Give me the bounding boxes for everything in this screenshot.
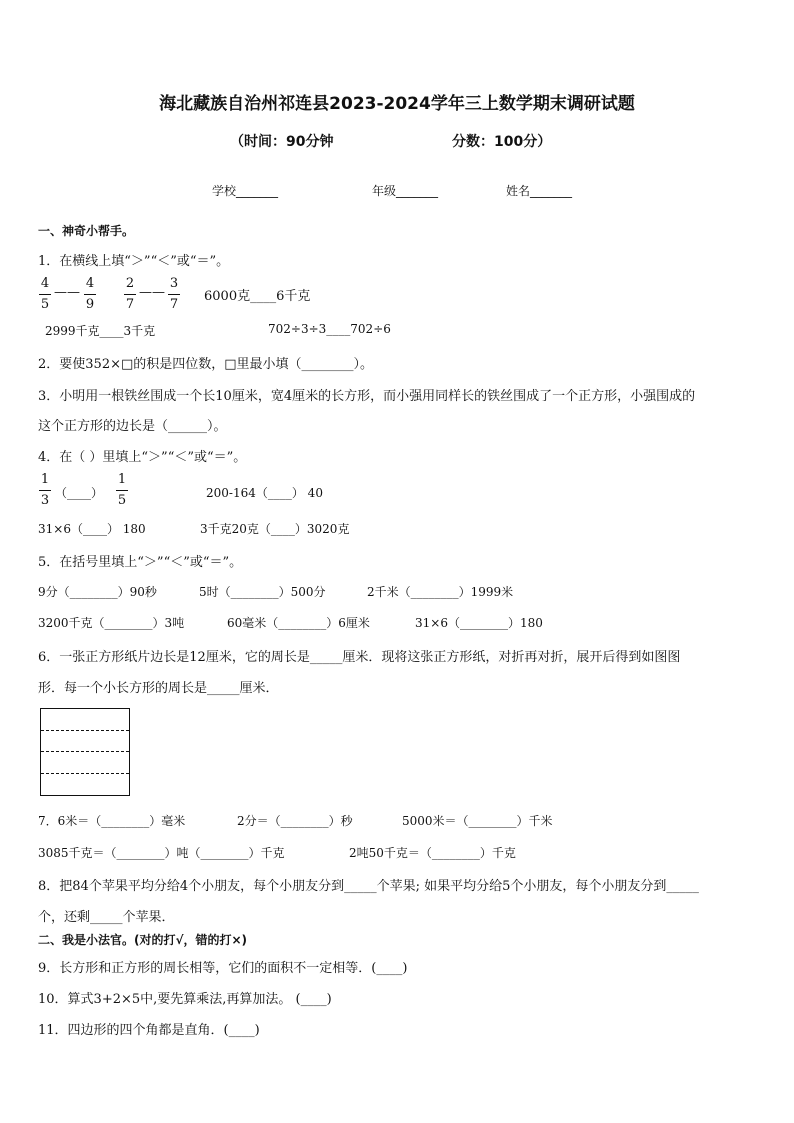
question-8-text: 8．把84个苹果平均分给4个小朋友，每个小朋友分到_____个苹果; 如果平均分给5个小朋友，每个小朋友分到_____ — [38, 879, 699, 894]
question-2-text: 2．要使352×□的积是四位数，□里最小填（________）。 — [38, 357, 374, 372]
comparison-item: 2999千克____3千克 — [45, 324, 156, 338]
question-6-text: 6．一张正方形纸片边长是12厘米，它的周长是_____厘米．现将这张正方形纸，对折再对折，展开后得到如图图 — [38, 650, 681, 665]
conversion-item: 7．6米＝（________）毫米 — [38, 814, 186, 828]
comparison-item: 3千克20克（____）3020克 — [200, 522, 350, 536]
comparison-item: 31×6（________）180 — [415, 616, 543, 630]
exam-time: （时间：90分钟 — [230, 134, 334, 150]
comparison-item: 5时（________）500分 — [199, 585, 326, 599]
comparison-item: 2千米（________）1999米 — [367, 585, 514, 599]
exam-score: 分数：100分） — [452, 134, 552, 150]
conversion-item: 2吨50千克＝（________）千克 — [349, 846, 516, 860]
comparison-item: 60毫米（________）6厘米 — [227, 616, 370, 630]
fold-line — [41, 751, 129, 752]
comparison-item: 9分（________）90秒 — [38, 585, 157, 599]
question-8-text-cont: 个，还剩_____个苹果． — [38, 910, 175, 925]
fraction: 2 7 — [125, 276, 135, 312]
answer-blank: （____） — [55, 486, 104, 500]
name-field: 姓名_______ — [506, 184, 573, 198]
comparison-item: 3200千克（________）3吨 — [38, 616, 185, 630]
section-2-heading: 二、我是小法官。(对的打√，错的打×) — [38, 933, 248, 947]
question-5-text: 5．在括号里填上“＞”“＜”或“＝”。 — [38, 555, 243, 570]
answer-blank: —— — [139, 285, 165, 300]
fold-line — [41, 773, 129, 774]
question-9-text: 9．长方形和正方形的周长相等，它们的面积不一定相等．(____) — [38, 961, 408, 976]
comparison-item: 6000克____6千克 — [204, 289, 311, 304]
fraction: 4 5 — [40, 276, 50, 312]
conversion-item: 2分＝（________）秒 — [237, 814, 353, 828]
fold-line — [41, 730, 129, 731]
question-1-text: 1．在横线上填“＞”“＜”或“＝”。 — [38, 254, 230, 269]
section-1-heading: 一、神奇小帮手。 — [38, 224, 135, 238]
fraction: 4 9 — [85, 276, 95, 312]
conversion-item: 5000米＝（________）千米 — [402, 814, 553, 828]
comparison-item: 31×6（____） 180 — [38, 522, 146, 536]
folded-square-figure — [40, 708, 130, 796]
question-6-text-cont: 形．每一个小长方形的周长是_____厘米． — [38, 681, 279, 696]
answer-blank: —— — [54, 285, 80, 300]
question-4-text: 4．在（ ）里填上“＞”“＜”或“＝”。 — [38, 450, 247, 465]
question-11-text: 11．四边形的四个角都是直角．(____) — [38, 1023, 260, 1038]
grade-field: 年级_______ — [372, 184, 439, 198]
page-title: 海北藏族自治州祁连县2023-2024学年三上数学期末调研试题 — [159, 94, 635, 114]
comparison-item: 200-164（____） 40 — [206, 486, 323, 500]
question-3-text-cont: 这个正方形的边长是（______）。 — [38, 419, 227, 434]
comparison-item: 702÷3÷3____702÷6 — [268, 322, 391, 336]
question-3-text: 3．小明用一根铁丝围成一个长10厘米，宽4厘米的长方形，而小强用同样长的铁丝围成了一个正方形，小强围成的 — [38, 389, 696, 404]
fraction: 1 3 — [40, 472, 50, 508]
fraction: 1 5 — [117, 472, 127, 508]
conversion-item: 3085千克＝（________）吨（________）千克 — [38, 846, 285, 860]
school-field: 学校_______ — [212, 184, 279, 198]
question-10-text: 10．算式3+2×5中,要先算乘法,再算加法。 (____) — [38, 992, 332, 1007]
fraction: 3 7 — [169, 276, 179, 312]
